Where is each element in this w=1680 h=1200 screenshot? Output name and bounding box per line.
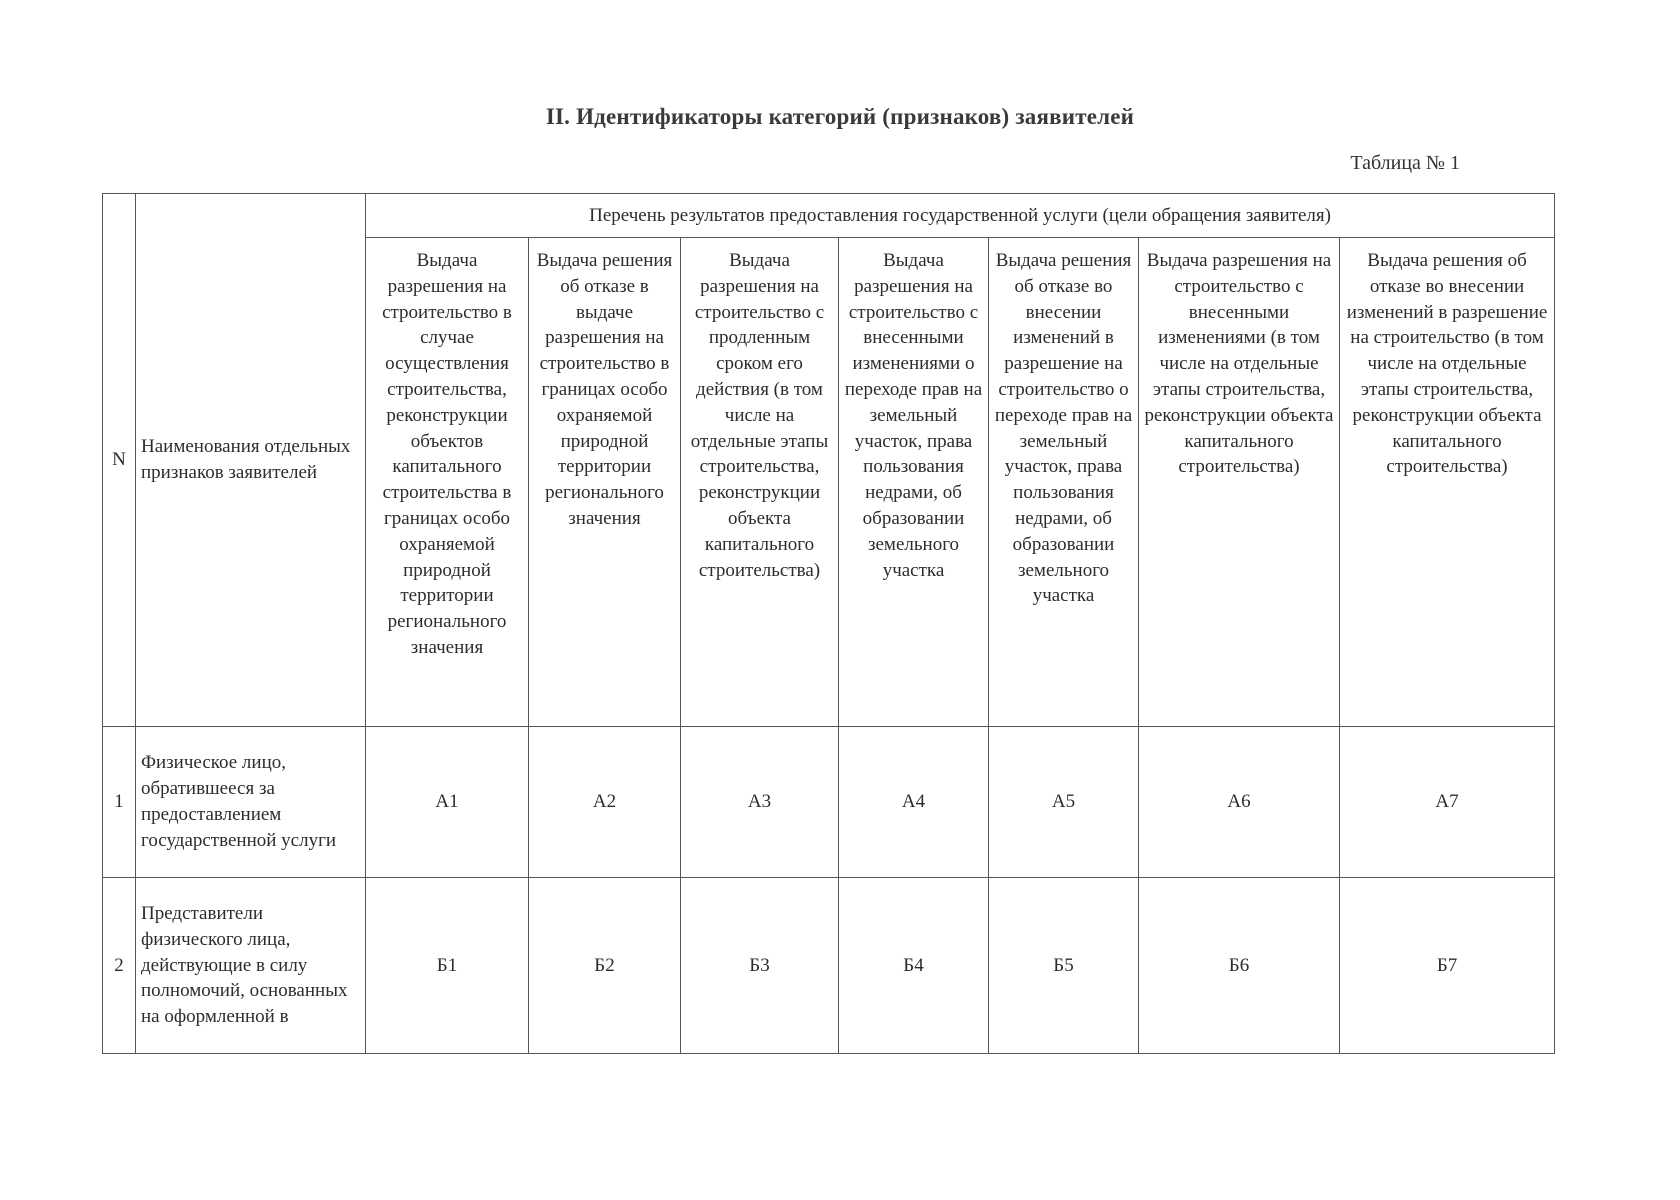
page-title: II. Идентификаторы категорий (признаков) заявителей [545,104,1135,129]
row-code: А2 [529,727,681,878]
row-code: А3 [681,727,839,878]
row-code: А1 [366,727,529,878]
row-code: Б5 [989,878,1139,1054]
row-code: А4 [839,727,989,878]
row-number: 1 [103,727,136,878]
applicant-categories-table [102,193,1555,1054]
column-header: Выдача разрешения на строительство с продленным сроком его действия (в том числе на отдельные этапы строительства, реконструкции объекта капитального строительства) [681,238,839,727]
row-code: Б3 [681,878,839,1054]
column-header: Выдача решения об отказе в выдаче разрешения на строительство в границах особо охраняемой природной территории регионального значения [529,238,681,727]
column-header: Выдача решения об отказе во внесении изменений в разрешение на строительство (в том числе на отдельные этапы строительства, реконструкции объекта капитального строительства) [1340,238,1555,727]
table-row [103,727,1555,878]
column-header: Выдача решения об отказе во внесении изменений в разрешение на строительство о переходе прав на земельный участок, права пользования недрами, об образовании земельного участка [989,238,1139,727]
row-code: А7 [1340,727,1555,878]
row-code: Б7 [1340,878,1555,1054]
table-row [103,878,1555,1054]
row-name: Представители физического лица, действующие в силу полномочий, основанных на оформленной в [136,878,366,1054]
row-code: Б4 [839,878,989,1054]
row-code: Б6 [1139,878,1340,1054]
column-header: Выдача разрешения на строительство в случае осуществления строительства, реконструкции объектов капитального строительства в границах особо охраняемой природной территории регионального значения [366,238,529,727]
row-code: Б1 [366,878,529,1054]
row-name: Физическое лицо, обратившееся за предоставлением государственной услуги [136,727,366,878]
row-number: 2 [103,878,136,1054]
column-header: Выдача разрешения на строительство с внесенными изменениями о переходе прав на земельный участок, права пользования недрами, об образовании земельного участка [839,238,989,727]
row-code: Б2 [529,878,681,1054]
header-group-cell: Перечень результатов предоставления государственной услуги (цели обращения заявителя) [366,194,1555,238]
header-name-cell: Наименования отдельных признаков заявителей [136,194,366,727]
header-n-cell: N [103,194,136,727]
column-header: Выдача разрешения на строительство с внесенными изменениями (в том числе на отдельные этапы строительства, реконструкции объекта капитального строительства) [1139,238,1340,727]
row-code: А5 [989,727,1139,878]
row-code: А6 [1139,727,1340,878]
table-number-label: Таблица № 1 [1350,152,1460,174]
